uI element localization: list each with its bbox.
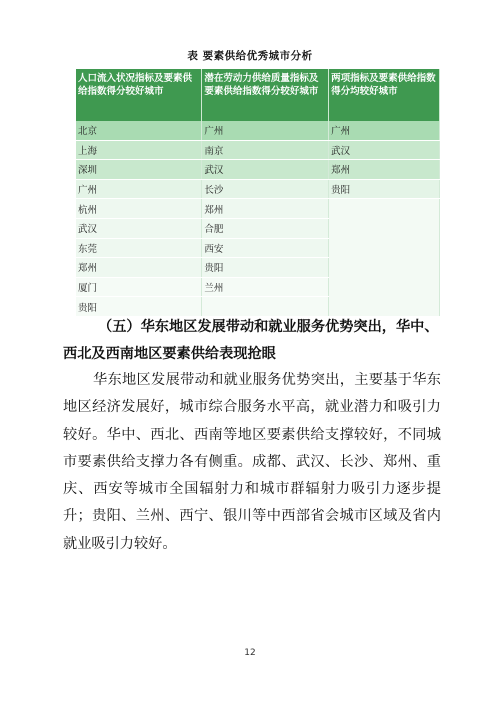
table-title: 表 要素供给优秀城市分析 (187, 50, 313, 62)
table-cell: 上海 (76, 140, 202, 160)
table-cell: 贵阳 (329, 179, 440, 199)
table-cell: 广州 (329, 121, 440, 140)
table-cell: 贵阳 (76, 297, 202, 317)
table-cell: 郑州 (329, 160, 440, 180)
table-cell: 深圳 (76, 160, 202, 180)
table-header-row (76, 69, 440, 121)
page-number: 12 (244, 648, 256, 658)
table-cell: 西安 (202, 238, 329, 258)
table-cell: 武汉 (76, 218, 202, 238)
table-cell: 郑州 (76, 258, 202, 278)
section-heading: （五）华东地区发展带动和就业服务优势突出，华中、西北及西南地区要素供给表现抢眼 (63, 319, 439, 362)
column-header-labor-quality: 潜在劳动力供给质量指标及要素供给指数得分较好城市 (202, 69, 329, 121)
table-cell: 南京 (202, 140, 329, 160)
table-cell: 东莞 (76, 238, 202, 258)
table-cell: 合肥 (202, 218, 329, 238)
table-cell: 郑州 (202, 199, 329, 219)
supply-cities-table (76, 69, 440, 317)
table-cell: 兰州 (202, 277, 329, 297)
table-row (76, 179, 440, 199)
table-cell: 贵阳 (202, 258, 329, 278)
column-header-population-inflow: 人口流入状况指标及要素供给指数得分较好城市 (76, 69, 202, 121)
table-cell: 杭州 (76, 199, 202, 219)
column-header-both-indicators: 两项指标及要素供给指数得分均较好城市 (329, 69, 440, 121)
table-row (76, 199, 440, 219)
table-cell: 武汉 (202, 160, 329, 180)
table-cell: 北京 (76, 121, 202, 140)
table-cell: 广州 (76, 179, 202, 199)
body-paragraph: 华东地区发展带动和就业服务优势突出，主要基于华东地区经济发展好，城市综合服务水平高，就业潜力和吸引力较好。华中、西北、西南等地区要素供给支撑较好，不同城市要素供给支撑力各有侧重。成都、武汉、长沙、郑州、重庆、西安等城市全国辐射力和城市群辐射力吸引力逐步提升；贵阳、兰州、西宁、银川等中西部省会城市区域及省内就业吸引力较好。 (63, 372, 441, 552)
table-cell: 武汉 (329, 140, 440, 160)
table-cell: 广州 (202, 121, 329, 140)
table-cell: 厦门 (76, 277, 202, 297)
table-cell: 长沙 (202, 179, 329, 199)
table-row (76, 160, 440, 180)
table-cell-empty (329, 199, 440, 317)
table-row (76, 140, 440, 160)
table-row (76, 121, 440, 140)
